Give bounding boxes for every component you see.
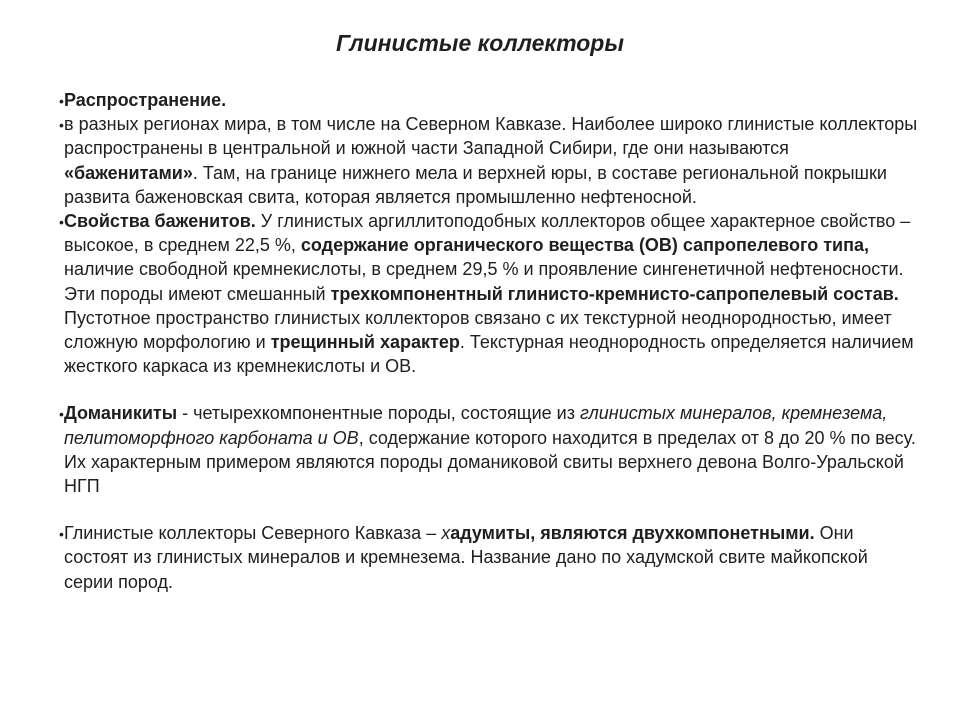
term-bazhenity: «баженитами» [64, 162, 193, 183]
emphasis-khadumity: адумиты, являются двухкомпонетными. [450, 523, 815, 544]
text-segment-italic: х [441, 523, 451, 544]
paragraph-distribution-heading [60, 88, 920, 112]
spacer [60, 378, 920, 401]
heading-properties: Свойства баженитов. [64, 211, 256, 232]
heading-domanikity: Доманикиты [64, 403, 178, 424]
text-segment: . Текстурная неоднородность определяется наличием жесткого каркаса из кремнекислоты и ОВ. [64, 332, 914, 377]
paragraph-domanikity [60, 401, 920, 498]
text-segment: Пустотное пространство глинистых коллекторов связано с их текстурной неоднородностью, имеет сложную морфологию и [64, 307, 892, 353]
text-segment: У глинистых аргиллитоподобных коллекторов общее характерное свойство – высокое, в среднем 22,5 %, [64, 211, 911, 256]
emphasis-fracture: трещинный характер [270, 332, 460, 353]
slide-title: Глинистые коллекторы [336, 30, 624, 56]
slide-content [60, 88, 920, 594]
emphasis-components: глинистых минералов, кремнезема, пелитоморфного карбоната и ОВ [64, 403, 888, 448]
bullet-icon: • [59, 214, 64, 231]
spacer [60, 498, 920, 521]
text-segment: . Там, на границе нижнего мела и верхней юры, в составе региональной покрышки развита баженовская свита, которая является промышленно нефтеносной. [64, 162, 887, 207]
bullet-icon: • [59, 526, 64, 543]
text-segment: , содержание которого находится в пределах от 8 до 20 % по весу. Их характерным примером являются породы доманиковой свиты верхнего девона Волго-Уральской НГП [64, 427, 916, 497]
paragraph-khadumity [60, 521, 920, 594]
text-segment: в разных регионах мира, в том числе на Северном Кавказе. Наиболее широко глинистые коллекторы распространены в центральной и южной части Западной Сибири, где они называются [64, 114, 918, 159]
text-segment: наличие свободной кремнекислоты, в среднем 29,5 % и проявление сингенетичной нефтеносности. Эти породы имеют смешанный [64, 259, 904, 304]
bullet-icon: • [59, 93, 64, 109]
text-segment: - четырехкомпонентные породы, состоящие из [177, 403, 580, 424]
emphasis-composition: трехкомпонентный глинисто-кремнисто-сапропелевый состав. [330, 283, 899, 304]
text-segment: Они состоят из глинистых минералов и кремнезема. Название дано по хадумской свите майкопской серии пород. [64, 523, 868, 592]
emphasis-organic-content: содержание органического вещества (ОВ) сапропелевого типа, [300, 235, 869, 256]
bullet-icon: • [59, 406, 64, 423]
bullet-icon: • [59, 117, 64, 134]
text-segment: Глинистые коллекторы Северного Кавказа – [64, 523, 442, 544]
heading-distribution: Распространение. [64, 90, 227, 110]
paragraph-properties [60, 209, 920, 378]
paragraph-distribution [60, 112, 920, 209]
